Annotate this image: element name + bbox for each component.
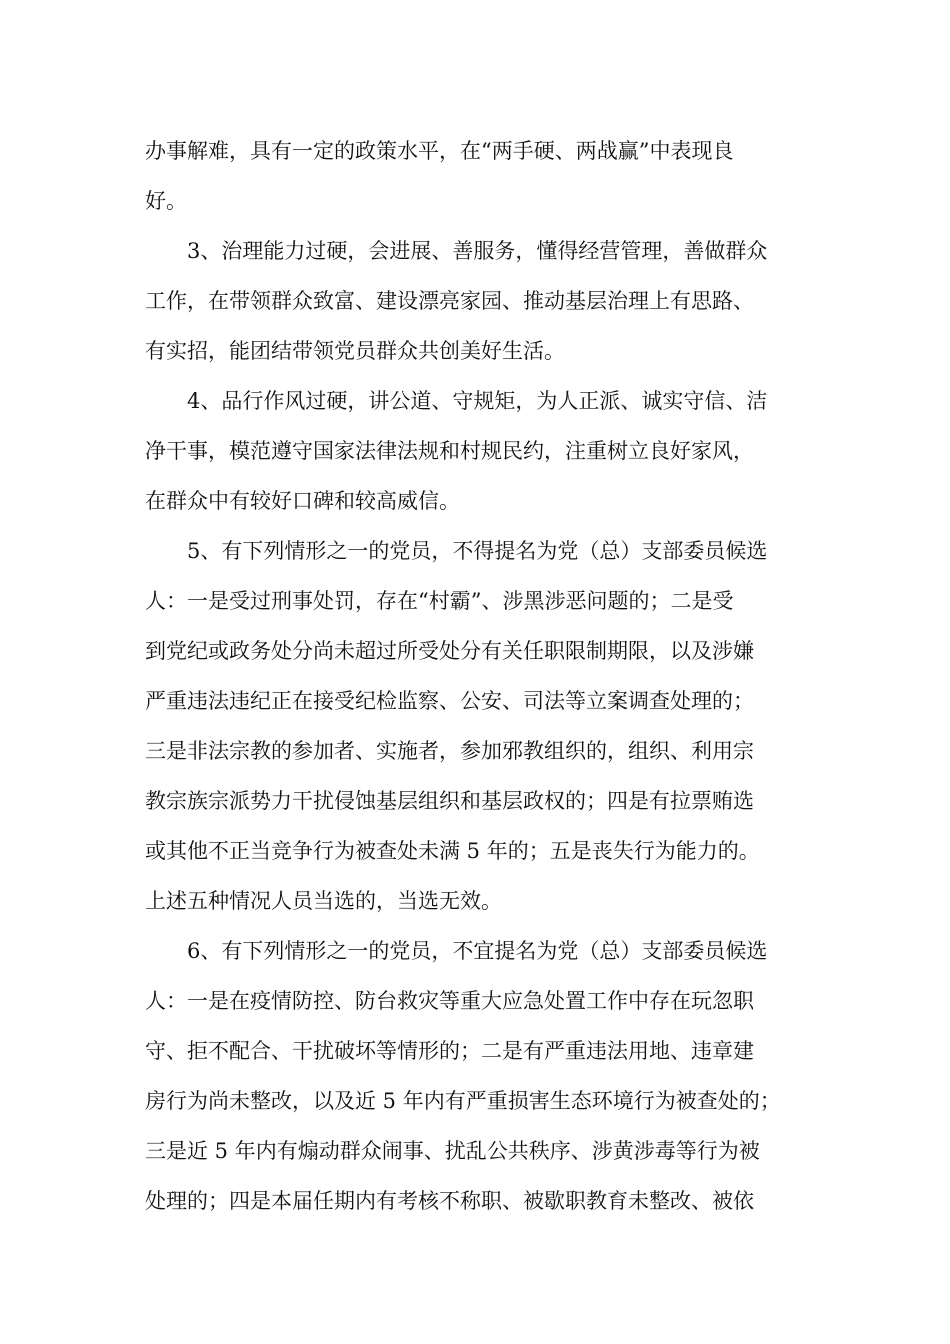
text-line: 4、品行作风过硬，讲公道、守规矩，为人正派、诚实守信、洁	[145, 389, 768, 413]
text-line: 三是非法宗教的参加者、实施者，参加邪教组织的，组织、利用宗	[145, 739, 754, 763]
text-line: 净干事，模范遵守国家法律法规和村规民约，注重树立良好家风，	[145, 439, 754, 463]
text-line: 处理的；四是本届任期内有考核不称职、被歇职教育未整改、被依	[145, 1189, 754, 1213]
text-line: 3、治理能力过硬，会进展、善服务，懂得经营管理，善做群众	[145, 239, 768, 263]
text-line: 严重违法违纪正在接受纪检监察、公安、司法等立案调查处理的；	[145, 689, 754, 713]
text-line: 上述五种情况人员当选的，当选无效。	[145, 889, 502, 913]
text-line: 5、有下列情形之一的党员，不得提名为党（总）支部委员候选	[145, 539, 768, 563]
text-line: 6、有下列情形之一的党员，不宜提名为党（总）支部委员候选	[145, 939, 768, 963]
text-line: 人：一是受过刑事处罚，存在“村霸”、涉黑涉恶问题的；二是受	[145, 589, 734, 613]
text-line: 三是近 5 年内有煽动群众闹事、扰乱公共秩序、涉黄涉毒等行为被	[145, 1139, 760, 1163]
text-line: 或其他不正当竞争行为被查处未满 5 年的；五是丧失行为能力的。	[145, 839, 760, 863]
text-line: 工作，在带领群众致富、建设漂亮家园、推动基层治理上有思路、	[145, 289, 754, 313]
text-line: 人：一是在疫情防控、防台救灾等重大应急处置工作中存在玩忽职	[145, 989, 754, 1013]
text-line: 好。	[145, 189, 187, 213]
text-line: 房行为尚未整改，以及近 5 年内有严重损害生态环境行为被查处的；	[145, 1089, 781, 1113]
text-line: 教宗族宗派势力干扰侵蚀基层组织和基层政权的；四是有拉票贿选	[145, 789, 754, 813]
text-line: 在群众中有较好口碑和较高威信。	[145, 489, 460, 513]
text-line: 到党纪或政务处分尚未超过所受处分有关任职限制期限，以及涉嫌	[145, 639, 754, 663]
text-line: 办事解难，具有一定的政策水平，在“两手硬、两战赢”中表现良	[145, 139, 734, 163]
text-line: 有实招，能团结带领党员群众共创美好生活。	[145, 339, 565, 363]
body-text	[145, 126, 815, 1226]
text-line: 守、拒不配合、干扰破坏等情形的；二是有严重违法用地、违章建	[145, 1039, 754, 1063]
